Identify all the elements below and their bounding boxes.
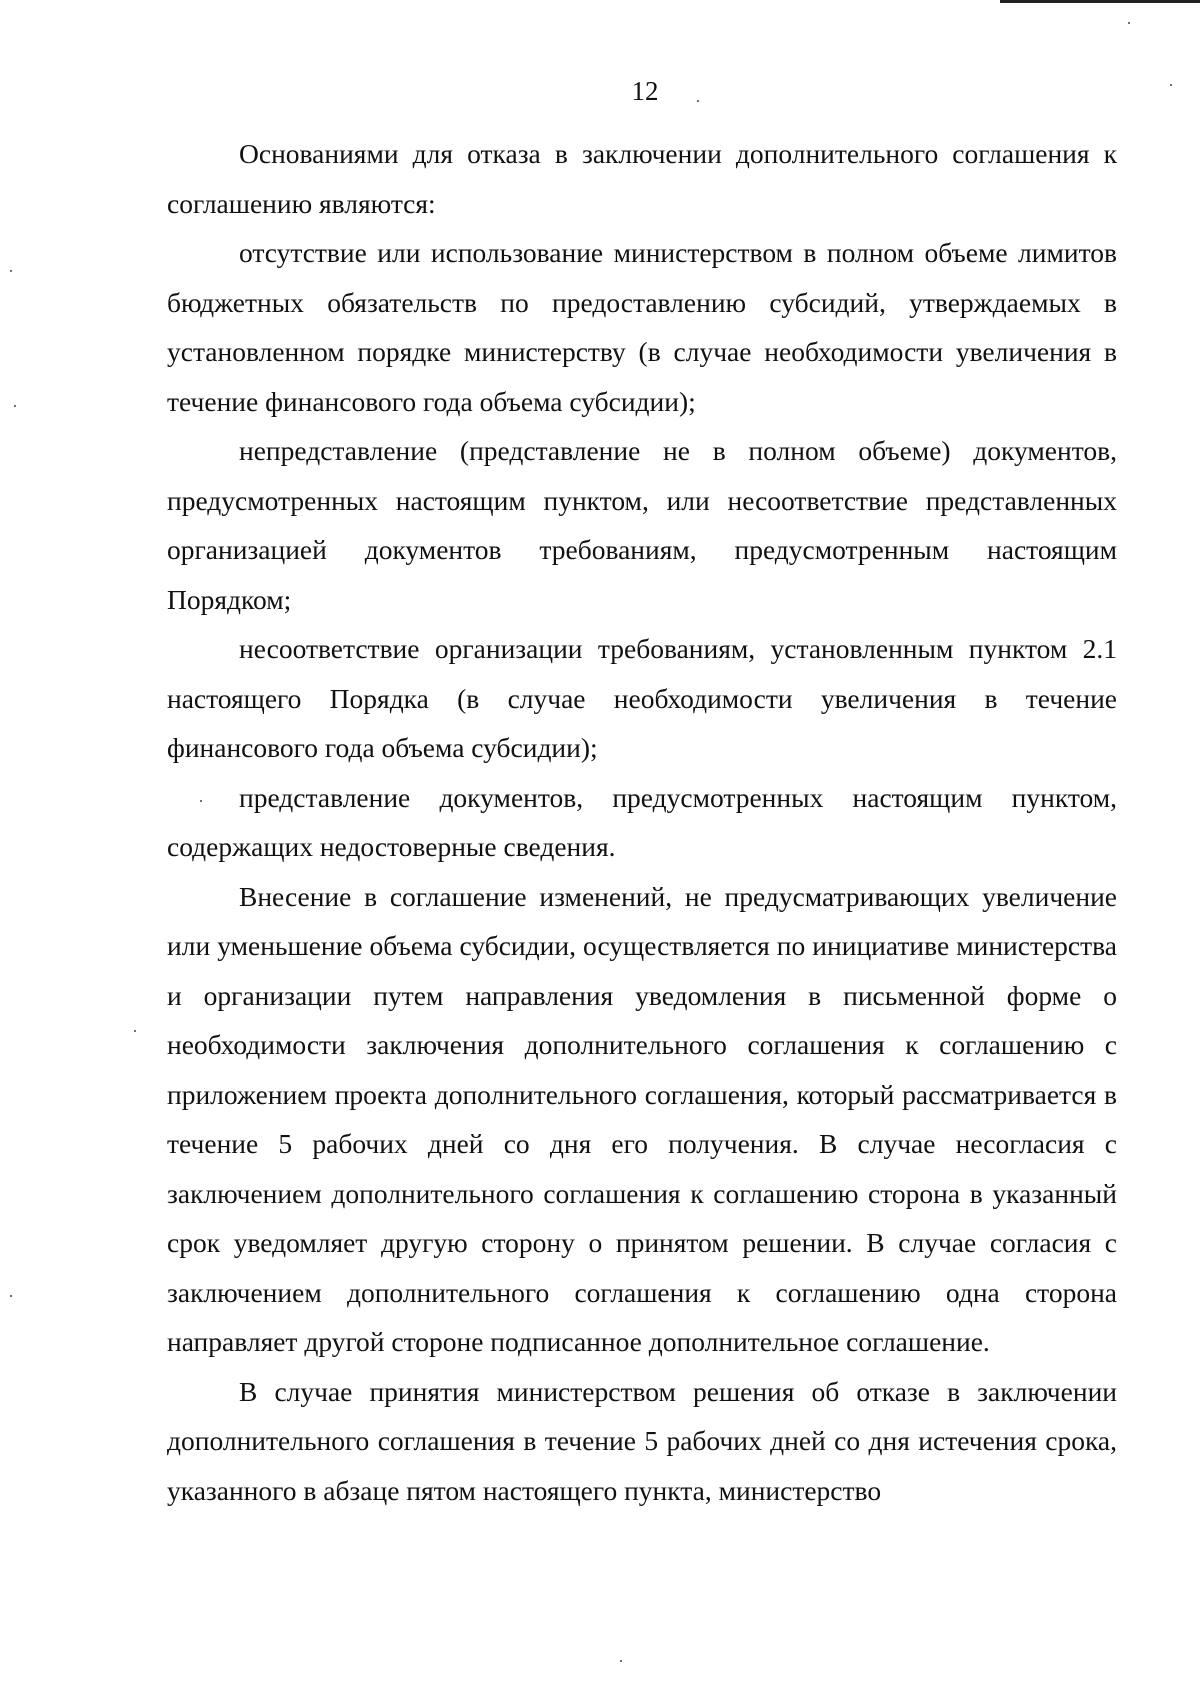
scan-speck	[200, 800, 202, 802]
page-top-border	[1000, 0, 1200, 3]
paragraph-agreement-changes: Внесение в соглашение изменений, не предусматривающих увеличение или уменьшение объема субсидии, осуществляется по инициативе министерства и организации путем направления уведомления в письменной форме о необходимости заключения дополнительного соглашения к соглашению с приложением проекта дополнительного соглашения, который рассматривается в течение 5 рабочих дней со дня его получения. В случае несогласия с заключением дополнительного соглашения к соглашению сторона в указанный срок уведомляет другую сторону о принятом решении. В случае согласия с заключением дополнительного соглашения к соглашению одна сторона направляет другой стороне подписанное дополнительное соглашение.	[167, 880, 1117, 1357]
paragraph-requirements-mismatch: несоответствие организации требованиям, установленным пунктом 2.1 настоящего Порядка (в случае необходимости увеличения в течение финансового года объема субсидии);	[167, 633, 1117, 763]
scan-speck	[620, 1660, 622, 1662]
scan-speck	[1128, 22, 1130, 24]
scan-speck	[1170, 84, 1172, 86]
paragraph-refusal-grounds: Основаниями для отказа в заключении дополнительного соглашения к соглашению являются:	[167, 138, 1117, 219]
document-body	[167, 129, 1117, 1515]
page-number: 12	[631, 76, 659, 106]
scan-speck	[10, 270, 12, 272]
paragraph-limits-absence: отсутствие или использование министерством в полном объеме лимитов бюджетных обязательств по предоставлению субсидий, утверждаемых в установленном порядке министерству (в случае необходимости увеличения в течение финансового года объема субсидии);	[167, 237, 1117, 417]
scan-speck	[697, 100, 699, 102]
scan-speck	[10, 1295, 12, 1297]
paragraph-false-information: представление документов, предусмотренных настоящим пунктом, содержащих недостоверные сведения.	[167, 781, 1117, 862]
paragraph-documents-missing: непредставление (представление не в полном объеме) документов, предусмотренных настоящим пунктом, или несоответствие представленных организацией документов требованиям, предусмотренным настоящим Порядком;	[167, 435, 1117, 615]
paragraph-refusal-decision: В случае принятия министерством решения об отказе в заключении дополнительного соглашения в течение 5 рабочих дней со дня истечения срока, указанного в абзаце пятом настоящего пункта, министерство	[167, 1375, 1117, 1506]
scan-speck	[14, 405, 16, 407]
scan-speck	[134, 1030, 136, 1032]
